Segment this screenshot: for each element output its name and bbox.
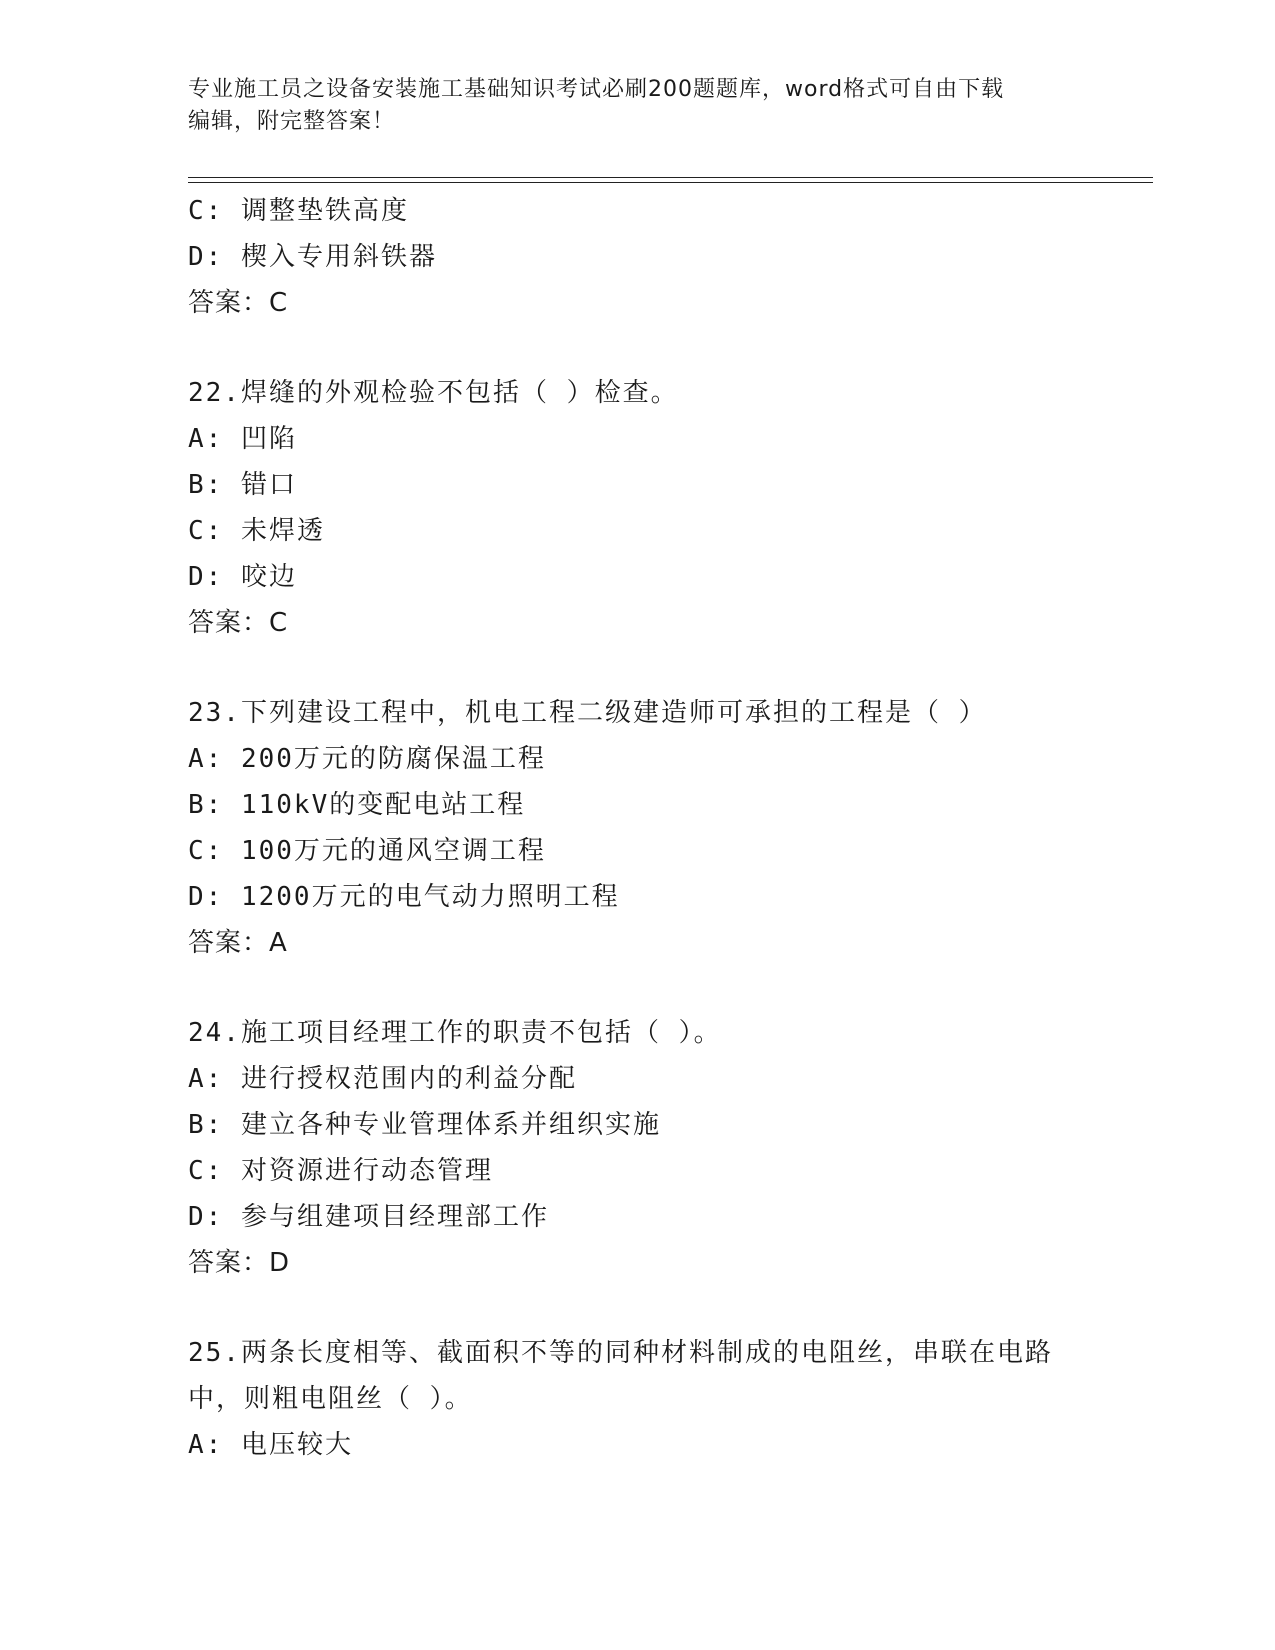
question-23 — [188, 690, 1088, 966]
answer: 答案：A — [188, 928, 288, 958]
option-a: A: 凹陷 — [188, 424, 297, 454]
question-text: 22.焊缝的外观检验不包括（ ）检查。 — [188, 378, 679, 408]
option-d: D: 参与组建项目经理部工作 — [188, 1202, 549, 1232]
option-c: C: 100万元的通风空调工程 — [188, 836, 546, 866]
option-d: D: 咬边 — [188, 562, 297, 592]
spacer — [188, 1286, 1088, 1330]
question-text: 23.下列建设工程中，机电工程二级建造师可承担的工程是（ ） — [188, 698, 987, 728]
question-25 — [188, 1330, 1088, 1468]
option-d: D: 楔入专用斜铁器 — [188, 242, 437, 272]
answer: 答案：C — [188, 608, 289, 638]
option-d: D: 1200万元的电气动力照明工程 — [188, 882, 620, 912]
question-list — [188, 188, 1088, 1468]
option-b: B: 110kV的变配电站工程 — [188, 790, 526, 820]
spacer — [188, 966, 1088, 1010]
option-a: A: 进行授权范围内的利益分配 — [188, 1064, 577, 1094]
option-c: C: 调整垫铁高度 — [188, 196, 409, 226]
question-24 — [188, 1010, 1088, 1286]
answer: 答案：D — [188, 1248, 291, 1278]
spacer — [188, 646, 1088, 690]
spacer — [188, 326, 1088, 370]
option-a: A: 电压较大 — [188, 1430, 353, 1460]
question-text-line-1: 25.两条长度相等、截面积不等的同种材料制成的电阻丝，串联在电路 — [188, 1338, 1053, 1368]
option-c: C: 对资源进行动态管理 — [188, 1156, 493, 1186]
document-header — [188, 74, 1088, 138]
question-22 — [188, 370, 1088, 646]
header-divider-bottom — [188, 182, 1153, 183]
option-c: C: 未焊透 — [188, 516, 325, 546]
question-21 — [188, 188, 1088, 326]
header-line-2: 编辑，附完整答案！ — [188, 109, 396, 134]
option-a: A: 200万元的防腐保温工程 — [188, 744, 546, 774]
question-text-line-2: 中，则粗电阻丝（ ）。 — [188, 1384, 473, 1414]
answer: 答案：C — [188, 288, 289, 318]
question-text: 24.施工项目经理工作的职责不包括（ ）。 — [188, 1018, 722, 1048]
option-b: B: 错口 — [188, 470, 297, 500]
header-divider-top — [188, 177, 1153, 178]
option-b: B: 建立各种专业管理体系并组织实施 — [188, 1110, 661, 1140]
header-line-1: 专业施工员之设备安装施工基础知识考试必刷200题题库，word格式可自由下载 — [188, 77, 1005, 102]
